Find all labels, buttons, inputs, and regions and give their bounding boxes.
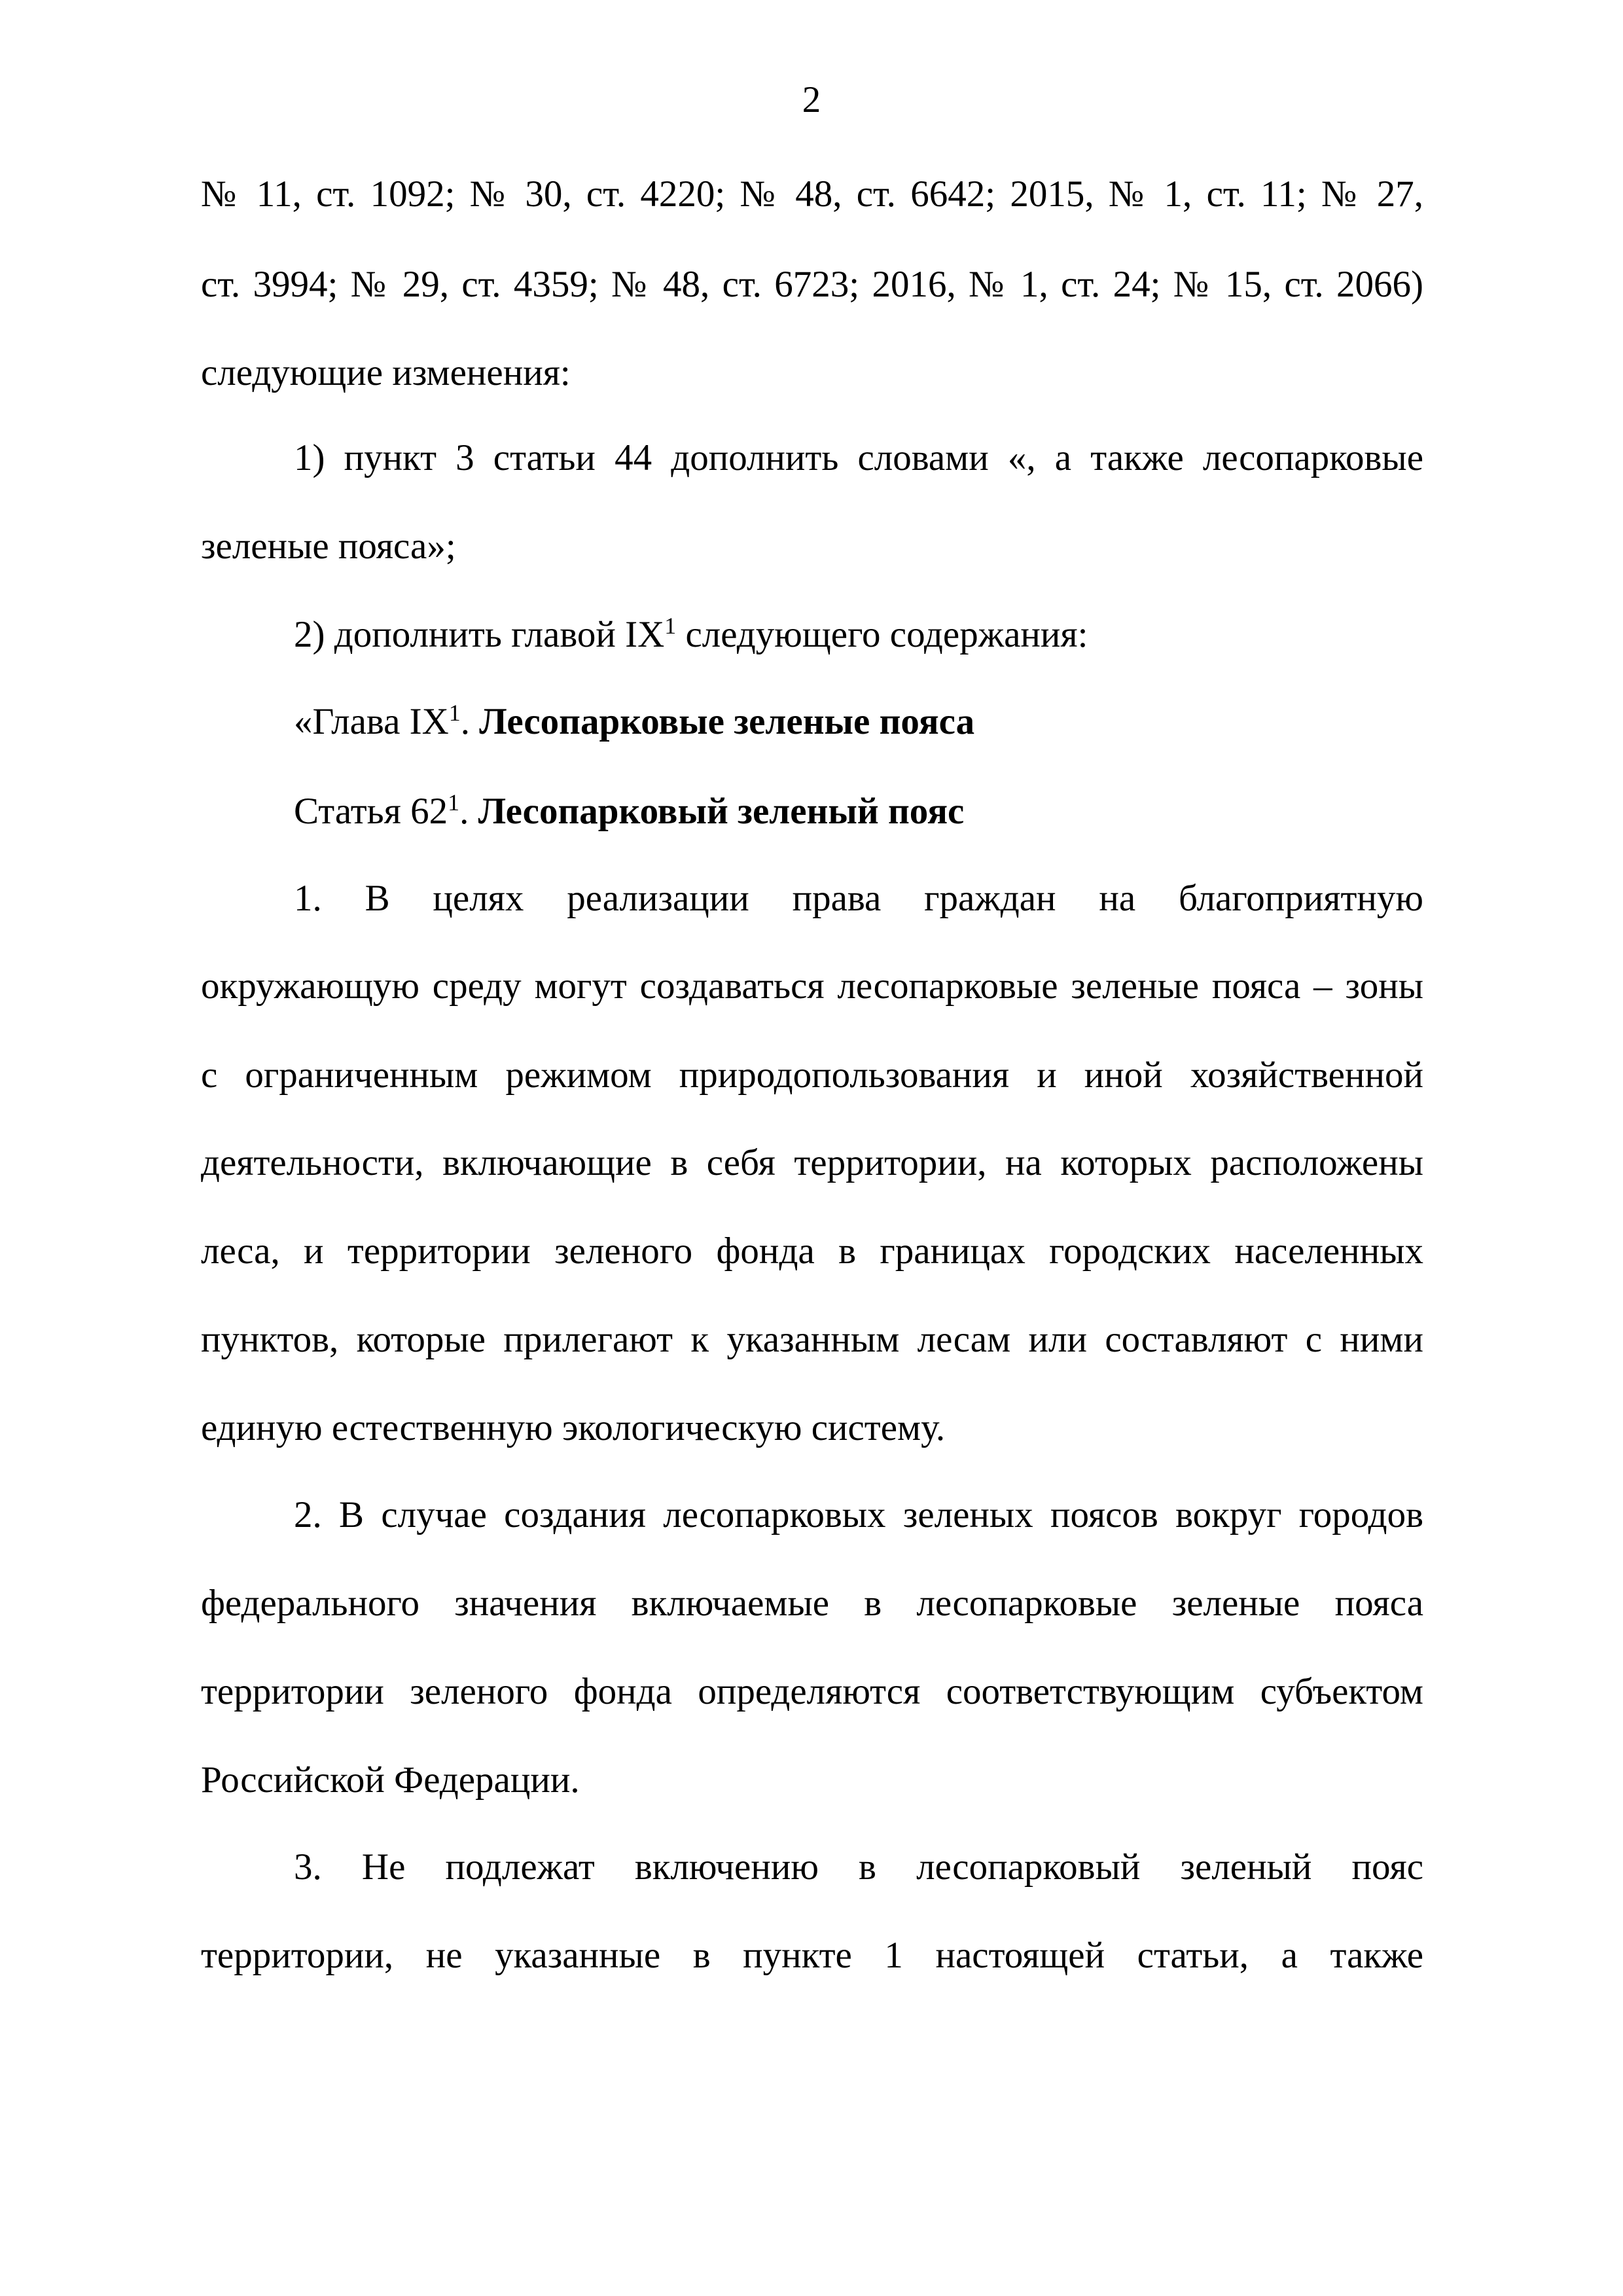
superscript: 1 <box>448 700 461 726</box>
text-line: ст. 3994; № 29, ст. 4359; № 48, ст. 6723; 2016, № 1, ст. 24; № 15, ст. 2066) <box>201 264 1423 305</box>
paragraph-line: единую естественную экологическую систему. <box>201 1407 946 1448</box>
paragraph-line: с ограниченным режимом природопользования и иной хозяйственной <box>201 1054 1423 1096</box>
superscript: 1 <box>448 789 460 816</box>
text-line: следующие изменения: <box>201 352 571 393</box>
chapter-title: Лесопарковые зеленые пояса <box>479 701 975 742</box>
article-prefix: Статья 62 <box>294 791 448 832</box>
paragraph-line: территории, не указанные в пункте 1 настоящей статьи, а также <box>201 1935 1423 1976</box>
page-number: 2 <box>802 79 821 120</box>
chapter-heading <box>294 699 1423 745</box>
chapter-dot: . <box>460 701 480 742</box>
article-heading <box>294 789 1423 834</box>
paragraph-line: леса, и территории зеленого фонда в границах городских населенных <box>201 1230 1423 1272</box>
item-text: следующего содержания: <box>676 614 1088 655</box>
paragraph-line: окружающую среду могут создаваться лесопарковые зеленые пояса – зоны <box>201 965 1423 1007</box>
paragraph-line: деятельности, включающие в себя территории, на которых расположены <box>201 1142 1423 1183</box>
text-line: 1) пункт 3 статьи 44 дополнить словами «, а также лесопарковые <box>294 437 1423 478</box>
amendment-item-2 <box>294 612 1423 658</box>
paragraph-line: Российской Федерации. <box>201 1759 580 1801</box>
text-line: № 11, ст. 1092; № 30, ст. 4220; № 48, ст. 6642; 2015, № 1, ст. 11; № 27, <box>201 173 1423 215</box>
text-line: зеленые пояса»; <box>201 526 456 567</box>
article-dot: . <box>459 791 478 832</box>
paragraph-line: федерального значения включаемые в лесопарковые зеленые пояса <box>201 1583 1423 1624</box>
paragraph-line: пунктов, которые прилегают к указанным лесам или составляют с ними <box>201 1319 1423 1360</box>
paragraph-line: 2. В случае создания лесопарковых зеленых поясов вокруг городов <box>294 1494 1423 1535</box>
item-text: 2) дополнить главой IX <box>294 614 665 655</box>
article-title: Лесопарковый зеленый пояс <box>478 791 965 832</box>
paragraph-line: 3. Не подлежат включению в лесопарковый зеленый пояс <box>294 1846 1423 1888</box>
superscript: 1 <box>664 613 677 639</box>
chapter-prefix: «Глава IX <box>294 701 449 742</box>
paragraph-line: территории зеленого фонда определяются соответствующим субъектом <box>201 1671 1423 1712</box>
paragraph-line: 1. В целях реализации права граждан на благоприятную <box>294 878 1423 919</box>
